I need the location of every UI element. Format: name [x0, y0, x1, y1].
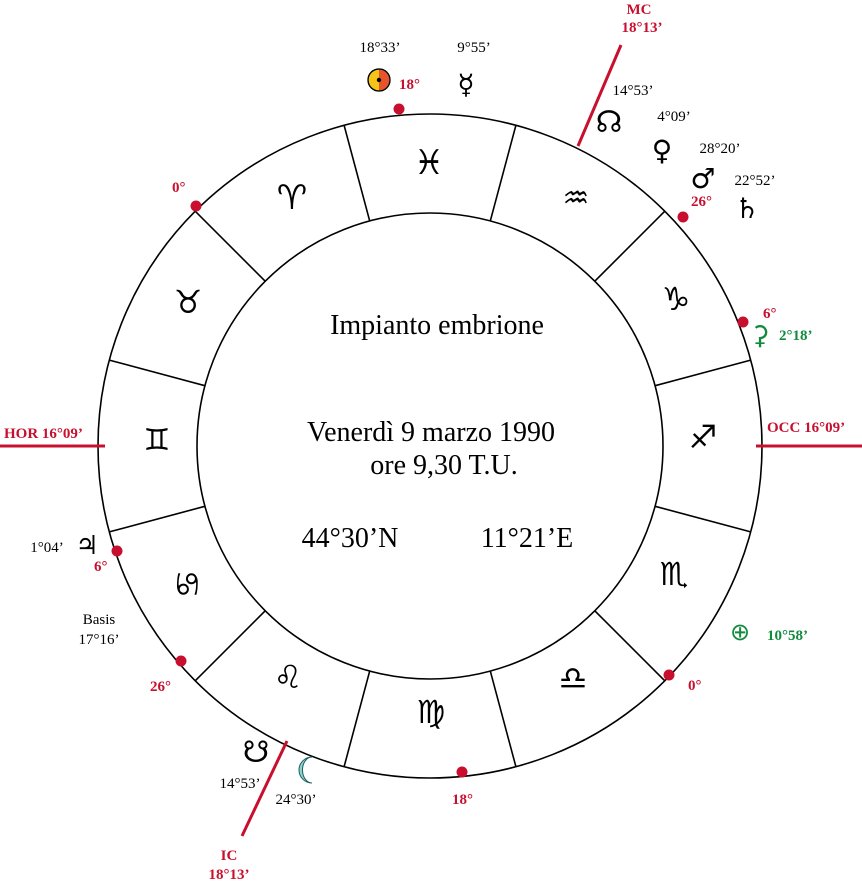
- venus-icon: ♀: [651, 134, 673, 167]
- saturn-position: 22°52’: [734, 173, 776, 189]
- north-node-icon: ☊: [595, 105, 623, 140]
- sector-divider: [195, 211, 265, 281]
- sector-divider: [344, 125, 370, 221]
- sector-divider: [595, 611, 665, 681]
- ceres-position: 2°18’: [779, 328, 813, 344]
- sector-divider: [195, 611, 265, 681]
- mc-label: MC: [626, 2, 652, 18]
- cusp-label-lower-left: 26°: [150, 679, 171, 695]
- occ-label: OCC 16°09’: [767, 420, 846, 436]
- venus-position: 4°09’: [657, 109, 691, 125]
- cusp-label-bottom: 18°: [452, 792, 473, 808]
- sun-icon: [368, 69, 390, 91]
- sector-divider: [109, 506, 205, 532]
- jupiter-icon: ♃: [75, 531, 99, 561]
- cusp-dot-lower-right: [664, 670, 675, 681]
- cusp-dot-right-upper: [678, 212, 689, 223]
- south-node-position: 14°53’: [219, 776, 261, 792]
- earth-position: 10°58’: [767, 628, 808, 644]
- capricorn-icon: ♑: [661, 280, 691, 318]
- scorpio-icon: ♏: [659, 555, 689, 593]
- sector-divider: [109, 360, 205, 386]
- pisces-icon: ♓: [413, 143, 445, 183]
- cusp-label-lower-right: 0°: [688, 678, 702, 694]
- cusp-label-right-upper: 26°: [691, 194, 712, 210]
- ceres-icon: ⚳: [750, 321, 770, 351]
- sagittarius-icon: ♐: [688, 418, 718, 456]
- sector-divider: [490, 125, 516, 221]
- sector-divider: [344, 671, 370, 767]
- north-node-position: 14°53’: [612, 83, 654, 99]
- chart-date: Venerdì 9 marzo 1990: [306, 417, 556, 448]
- cusp-dot-bottom: [457, 767, 468, 778]
- ic-label: IC: [220, 848, 238, 864]
- cusp-dot-left: [112, 546, 123, 557]
- mercury-position: 9°55’: [457, 40, 491, 56]
- cusp-dot-right: [738, 317, 749, 328]
- sector-divider: [655, 506, 751, 532]
- hor-label: HOR 16°09’: [4, 426, 83, 442]
- mercury-icon: ☿: [457, 68, 475, 101]
- libra-icon: ♎: [558, 659, 588, 697]
- sector-divider: [490, 671, 516, 767]
- basis-label: Basis: [82, 612, 116, 628]
- cusp-label-top: 18°: [399, 77, 420, 93]
- leo-icon: ♌: [273, 658, 303, 696]
- basis-position: 17°16’: [78, 632, 120, 648]
- virgo-icon: ♍: [416, 693, 446, 731]
- aquarius-icon: ♒: [562, 181, 590, 216]
- sector-divider: [655, 360, 751, 386]
- saturn-icon: ♄: [734, 192, 760, 225]
- sector-divider: [595, 211, 665, 281]
- gemini-icon: ♊: [143, 423, 171, 458]
- south-node-icon: ☋: [242, 735, 270, 770]
- cusp-dot-lower-left: [176, 656, 187, 667]
- aries-icon: ♈: [276, 178, 308, 218]
- cusp-label-right: 6°: [763, 306, 777, 322]
- mars-icon: ♂: [690, 162, 716, 195]
- cusp-label-left: 6°: [94, 559, 108, 575]
- taurus-icon: ♉: [173, 283, 203, 321]
- earth-icon: ⊕: [729, 618, 751, 646]
- chart-title: Impianto embrione: [330, 310, 544, 341]
- ic-value: 18°13’: [208, 867, 250, 883]
- moon-icon: [299, 757, 312, 783]
- cusp-dot-top: [394, 104, 405, 115]
- jupiter-position: 1°04’: [30, 540, 64, 556]
- moon-position: 24°30’: [275, 792, 317, 808]
- chart-longitude: 11°21’E: [480, 523, 574, 554]
- cusp-label-upper-left: 0°: [172, 180, 186, 196]
- mars-position: 28°20’: [699, 141, 741, 157]
- chart-latitude: 44°30’N: [301, 523, 399, 554]
- mc-value: 18°13’: [621, 20, 663, 36]
- sun-position: 18°33’: [359, 40, 401, 56]
- cusp-dot-upper-left: [191, 201, 202, 212]
- cancer-icon: ♋: [168, 569, 206, 599]
- chart-time: ore 9,30 T.U.: [370, 450, 518, 481]
